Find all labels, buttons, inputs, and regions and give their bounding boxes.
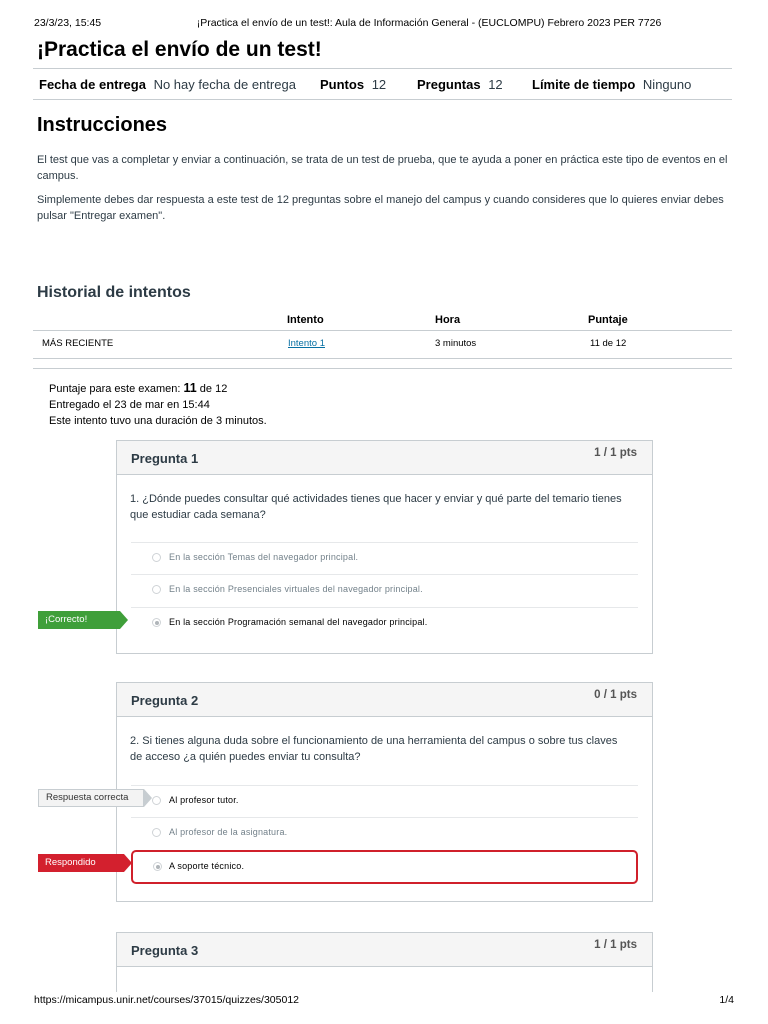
summary-score	[49, 381, 227, 395]
question-2-answer-1	[131, 785, 638, 817]
meta-time-limit	[532, 77, 691, 92]
meta-points-value: 12	[371, 77, 387, 92]
answer-label: Al profesor tutor.	[169, 795, 239, 805]
history-table	[33, 311, 732, 359]
meta-points	[320, 77, 386, 92]
meta-questions-label: Preguntas	[417, 77, 481, 92]
question-1-header	[117, 441, 652, 475]
question-1-answer-3	[131, 607, 638, 639]
answer-label: A soporte técnico.	[169, 861, 245, 871]
radio-checked-icon	[153, 862, 162, 871]
instructions-paragraph-1: El test que vas a completar y enviar a continuación, se trata de un test de prueba, que te ayuda a poner en práctica este tipo de eventos en el campus.	[37, 154, 728, 182]
attempt-1-link[interactable]: Intento 1	[288, 338, 325, 349]
summary-submitted: Entregado el 23 de mar en 15:44	[49, 399, 210, 411]
answered-flag: Respondido	[38, 854, 124, 872]
meta-due-value: No hay fecha de entrega	[153, 77, 296, 92]
question-2-title: Pregunta 2	[131, 693, 199, 708]
radio-icon	[152, 585, 161, 594]
question-1-points: 1 / 1 pts	[594, 447, 637, 459]
meta-due	[39, 77, 296, 92]
summary-score-prefix: Puntaje para este examen:	[49, 383, 184, 395]
history-title: Historial de intentos	[37, 284, 191, 301]
meta-points-label: Puntos	[320, 77, 365, 92]
quiz-meta-bar	[33, 68, 732, 100]
history-table-header	[33, 311, 732, 331]
instructions-title: Instrucciones	[37, 114, 168, 136]
question-3-title: Pregunta 3	[131, 943, 199, 958]
radio-icon	[152, 796, 161, 805]
question-2-card	[116, 682, 653, 902]
summary-score-suffix: de 12	[196, 383, 228, 395]
question-1-title: Pregunta 1	[131, 451, 199, 466]
meta-time-label: Límite de tiempo	[532, 77, 636, 92]
answer-label: En la sección Temas del navegador principal.	[169, 552, 359, 562]
history-header-time: Hora	[435, 314, 461, 326]
quiz-title: ¡Practica el envío de un test!	[37, 38, 322, 61]
summary-duration: Este intento tuvo una duración de 3 minutos.	[49, 415, 267, 427]
right-answer-flag: Respuesta correcta	[38, 789, 144, 807]
question-2-text: 2. Si tienes alguna duda sobre el funcionamiento de una herramienta del campus o sobre tus claves de acceso ¿a quién puedes enviar tu consulta?	[130, 735, 618, 763]
question-2-answer-2	[131, 817, 638, 849]
question-3-points: 1 / 1 pts	[594, 939, 637, 951]
question-3-header	[117, 933, 652, 967]
question-3-card	[116, 932, 653, 992]
print-url: https://micampus.unir.net/courses/37015/quizzes/305012	[34, 994, 299, 1006]
question-1-text: 1. ¿Dónde puedes consultar qué actividades tienes que hacer y enviar y qué parte del temario tienes que estudiar cada semana?	[130, 493, 622, 521]
instructions-paragraph-2: Simplemente debes dar respuesta a este test de 12 preguntas sobre el manejo del campus y cuando consideres que lo quieres enviar debes pulsar "Entregar examen".	[37, 194, 724, 222]
meta-questions-value: 12	[488, 77, 503, 92]
divider	[33, 368, 732, 369]
question-1-answer-2	[131, 574, 638, 606]
history-row-score: 11 de 12	[590, 338, 627, 349]
question-1-answer-1	[131, 542, 638, 574]
answer-label: Al profesor de la asignatura.	[169, 827, 288, 837]
correct-flag: ¡Correcto!	[38, 611, 120, 629]
history-row-time: 3 minutos	[435, 338, 477, 349]
question-1-card	[116, 440, 653, 654]
meta-time-value: Ninguno	[642, 77, 692, 92]
history-header-score: Puntaje	[588, 314, 628, 326]
meta-questions	[417, 77, 503, 92]
question-2-answer-3	[131, 850, 638, 884]
history-row-label: MÁS RECIENTE	[42, 338, 114, 349]
meta-due-label: Fecha de entrega	[39, 77, 146, 92]
radio-checked-icon	[152, 618, 161, 627]
answer-label: En la sección Presenciales virtuales del navegador principal.	[169, 584, 423, 594]
question-2-points: 0 / 1 pts	[594, 689, 637, 701]
question-2-header	[117, 683, 652, 717]
radio-icon	[152, 828, 161, 837]
summary-score-value: 11	[183, 381, 197, 395]
print-datetime: 23/3/23, 15:45	[34, 17, 102, 29]
history-header-attempt: Intento	[287, 314, 324, 326]
table-row	[33, 331, 732, 359]
answer-label: En la sección Programación semanal del navegador principal.	[169, 617, 428, 627]
radio-icon	[152, 553, 161, 562]
print-title: ¡Practica el envío de un test!: Aula de Información General - (EUCLOMPU) Febrero 2023 PER 7726	[196, 17, 662, 29]
print-page-number: 1/4	[719, 994, 734, 1006]
